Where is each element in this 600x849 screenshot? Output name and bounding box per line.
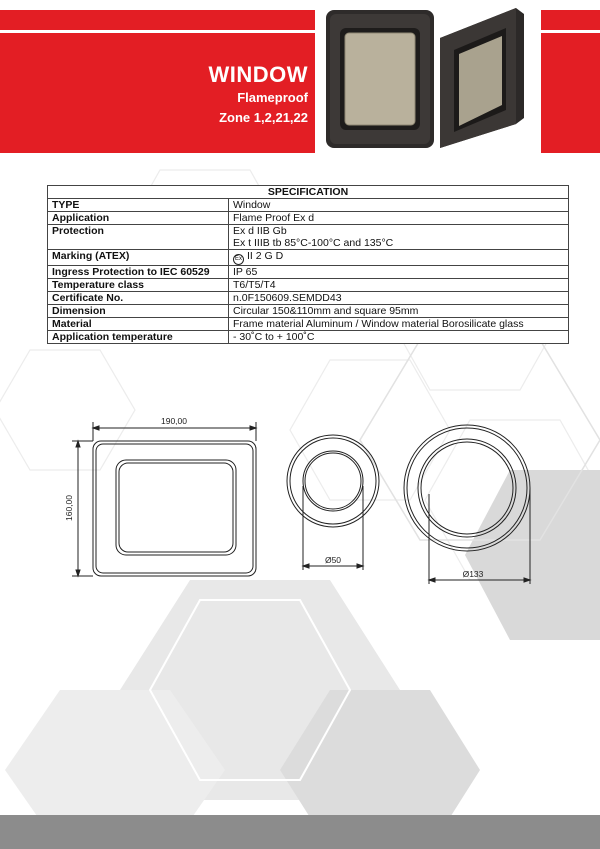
protection-gas: Ex d IIB Gb xyxy=(233,225,287,237)
table-row xyxy=(48,292,569,305)
row-value: IP 65 xyxy=(229,266,569,279)
row-label: Dimension xyxy=(48,305,229,318)
specification-table xyxy=(47,185,569,344)
banner-stripe xyxy=(0,30,315,33)
row-value: n.0F150609.SEMDD43 xyxy=(229,292,569,305)
row-value: Circular 150&110mm and square 95mm xyxy=(229,305,569,318)
row-value xyxy=(229,225,569,250)
table-row xyxy=(48,279,569,292)
header-banner-right xyxy=(541,10,600,153)
square-width-label: 190,00 xyxy=(161,416,187,426)
row-label: Application temperature xyxy=(48,331,229,344)
table-row xyxy=(48,212,569,225)
technical-drawings xyxy=(60,408,580,598)
row-label: Temperature class xyxy=(48,279,229,292)
table-row xyxy=(48,331,569,344)
large-circle-diameter-label: Ø133 xyxy=(462,569,484,579)
row-label: Marking (ATEX) xyxy=(48,250,229,266)
footer-bar xyxy=(0,815,600,849)
row-value: - 30˚C to + 100˚C xyxy=(229,331,569,344)
product-photo xyxy=(318,0,540,160)
square-height-label: 160,00 xyxy=(64,495,74,521)
table-row xyxy=(48,225,569,250)
row-value xyxy=(229,250,569,266)
row-label: Certificate No. xyxy=(48,292,229,305)
marking-value: II 2 G D xyxy=(247,250,284,262)
page-title: WINDOW xyxy=(208,62,308,87)
page-subtitle: Flameproof xyxy=(237,90,308,105)
small-circle-diameter-label: Ø50 xyxy=(324,555,342,565)
row-value: Window xyxy=(229,199,569,212)
protection-dust: Ex t IIIB tb 85°C-100°C and 135°C xyxy=(233,237,394,249)
row-value: Flame Proof Ex d xyxy=(229,212,569,225)
table-row xyxy=(48,250,569,266)
row-label: Ingress Protection to IEC 60529 xyxy=(48,266,229,279)
row-value: Frame material Aluminum / Window material Borosilicate glass xyxy=(229,318,569,331)
table-row xyxy=(48,266,569,279)
zone-label: Zone 1,2,21,22 xyxy=(219,110,308,125)
specification-heading: SPECIFICATION xyxy=(48,186,569,199)
title-block xyxy=(208,62,308,128)
row-value: T6/T5/T4 xyxy=(229,279,569,292)
row-label: Protection xyxy=(48,225,229,250)
row-label: Application xyxy=(48,212,229,225)
square-window-drawing xyxy=(72,422,256,576)
ex-atex-icon: Ex xyxy=(233,254,244,265)
row-label: Material xyxy=(48,318,229,331)
table-row xyxy=(48,199,569,212)
table-row xyxy=(48,318,569,331)
small-circle-drawing xyxy=(287,435,379,570)
row-label: TYPE xyxy=(48,199,229,212)
large-circle-drawing xyxy=(404,425,530,584)
banner-stripe-right xyxy=(541,30,600,33)
table-row xyxy=(48,305,569,318)
